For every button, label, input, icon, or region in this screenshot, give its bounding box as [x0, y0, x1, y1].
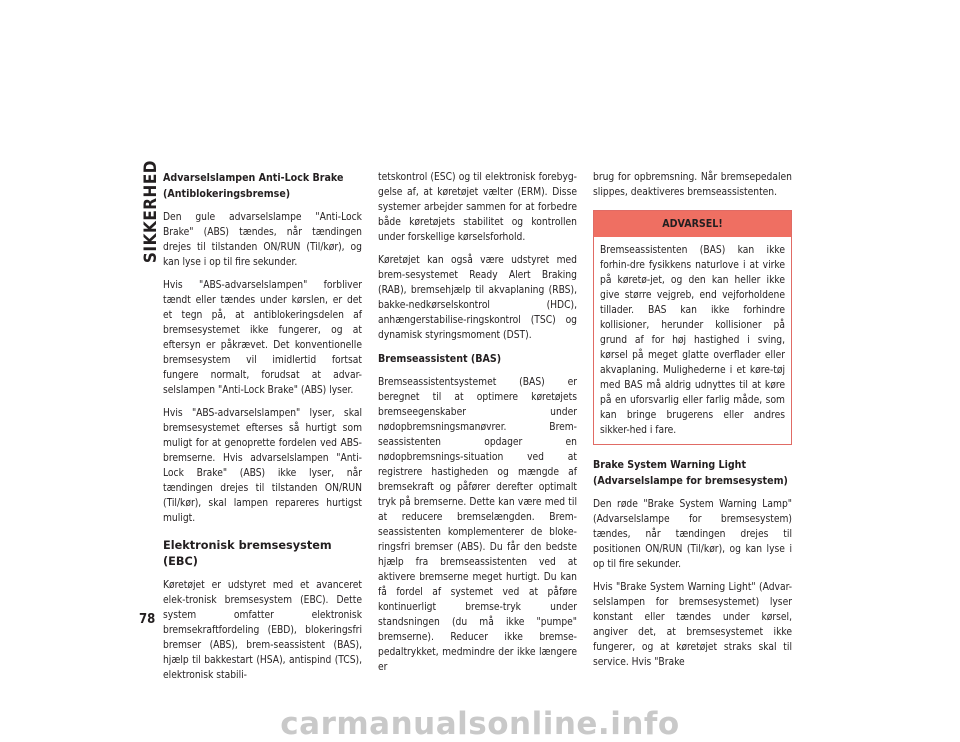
brake-warning-heading: Brake System Warning Light (Advarselslampe for bremsesystem)	[593, 459, 788, 487]
abs-paragraph-2: Hvis "ABS-advarselslampen" forbliver tændt eller tændes under kørslen, er det et tegn på, at antiblokeringsdelen af bremsesystemet ikke fungerer, og at eftersyn er påkrævet. Det konventionelle bremsesystem vil imidlertid fortsat fungere normalt, forudsat at advar-selslampen "Anti-Lock Brake" (ABS) lyser.	[163, 280, 362, 396]
column-2	[378, 170, 577, 683]
bas-paragraph: Bremseassistentsystemet (BAS) er beregnet til at optimere køretøjets bremseegenskaber under nødopbremsningsmanøvrer. Brem-seassistenten opdager en nødopbremsnings-situation ved at registrere hastigheden og mængde af bremsekraft og påfører derefter optimalt tryk på bremserne. Dette kan være med til at reducere bremselængden. Brem-seassistenten komplementerer de bloke-ringsfri bremser (ABS). Du får den bedste hjælp fra bremseassistenten ved at aktivere bremserne meget hurtigt. Du kan få fordel af systemet ved at påføre kontinuerligt bremse-tryk under standsningen (du må ikke "pumpe" bremserne). Reducer ikke bremse-pedaltrykket, medmindre der ikke længere er	[378, 377, 577, 673]
abs-heading: Advarselslampen Anti-Lock Brake (Antiblokeringsbremse)	[163, 172, 344, 200]
warning-title: ADVARSEL!	[594, 211, 791, 237]
rab-paragraph: Køretøjet kan også være udstyret med brem-sesystemet Ready Alert Braking (RAB), bremsehjælp til akvaplaning (RBS), bakke-nedkørselskontrol (HDC), anhængerstabilise-ringskontrol (TSC) og dynamisk styringsmoment (DST).	[378, 255, 577, 341]
abs-paragraph-1: Den gule advarselslampe "Anti-Lock Brake" (ABS) tændes, når tændingen drejes til tilstanden ON/RUN (Til/kør), og kan lyse i op til fire sekunder.	[163, 212, 362, 268]
bas-heading: Bremseassistent (BAS)	[378, 353, 502, 365]
ebc-paragraph: Køretøjet er udstyret med et avanceret elek-tronisk bremsesystem (EBC). Dette system omfatter elektronisk bremsekraftfordeling (EBD), blokeringsfri bremser (ABS), brem-seassistent (BAS), hjælp til bakkestart (HSA), antispind (TCS), elektronisk stabili-	[163, 580, 362, 681]
abs-paragraph-3: Hvis "ABS-advarselslampen" lyser, skal bremsesystemet efterses så hurtigt som muligt for at genoprette fordelen ved ABS-bremserne. Hvis advarselslampen "Anti-Lock Brake" (ABS) ikke lyser, når tændingen drejes til tilstanden ON/RUN (Til/kør), skal lampen repareres hurtigst muligt.	[163, 408, 362, 524]
ebc-continued-paragraph: tetskontrol (ESC) og til elektronisk forebyg-gelse af, at køretøjet vælter (ERM). Disse systemer arbejder sammen for at forbedre både køretøjets stabilitet og kontrollen under forskellige kørselsforhold.	[378, 172, 577, 243]
column-1	[163, 170, 362, 691]
ebc-heading: Elektronisk bremsesystem (EBC)	[163, 539, 332, 568]
brake-warning-paragraph-2: Hvis "Brake System Warning Light" (Advar-selslampen for bremsesystemet) lyser konstant eller tændes under kørsel, angiver det, at bremsesystemet ikke fungerer, og at køretøjet straks skal til service. Hvis "Brake	[593, 582, 792, 668]
warning-body: Bremseassistenten (BAS) kan ikke forhin-dre fysikkens naturlove i at virke på køretø-jet, og den kan heller ikke give større vejgreb, end vejforholdene tillader. BAS kan ikke forhindre kollisioner, herunder kollisioner på grund af for høj hastighed i sving, kørsel på meget glatte overflader eller akvaplaning. Mulighederne i et køre-tøj med BAS må aldrig udnyttes til at køre på en uforsvarlig eller farlig måde, som kan bringe brugerens eller andres sikker-hed i fare.	[600, 245, 785, 436]
brake-warning-paragraph-1: Den røde "Brake System Warning Lamp" (Advarselslampe for bremsesystem) tændes, når tændingen drejes til positionen ON/RUN (Til/kør), og kan lyse i op til fire sekunder.	[593, 499, 792, 570]
page-number: 78	[139, 612, 156, 627]
section-tab: SIKKERHED	[141, 160, 161, 264]
column-3	[593, 170, 792, 678]
bas-continued-paragraph: brug for opbremsning. Når bremsepedalen slippes, deaktiveres bremseassistenten.	[593, 172, 792, 198]
warning-box	[593, 210, 792, 445]
watermark-logo: carmanualsonline.info	[280, 706, 680, 742]
